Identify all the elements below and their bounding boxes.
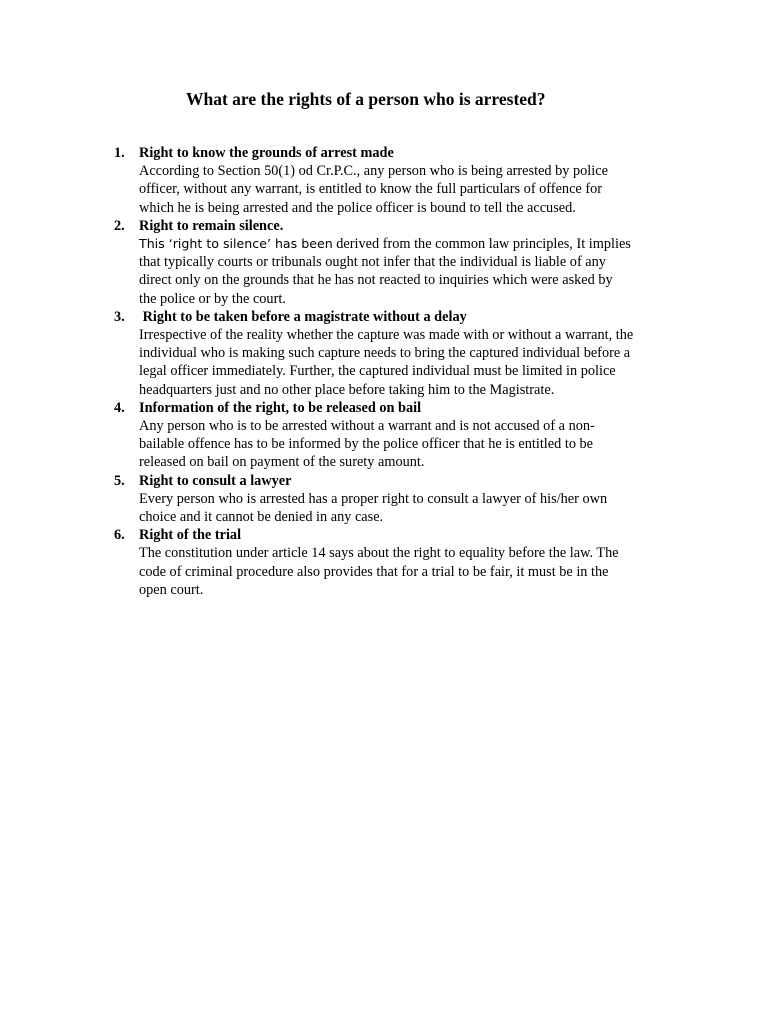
list-item-right-to-magistrate: [0, 308, 768, 399]
paragraph-line: code of criminal procedure also provides that for a trial to be fair, it must be in the: [139, 563, 609, 580]
list-item-body: [139, 472, 739, 527]
list-item-body: [139, 526, 739, 599]
list-item-heading: Right of the trial: [139, 527, 242, 544]
list-item-heading: Right to remain silence.: [139, 217, 284, 234]
paragraph-line: bailable offence has to be informed by the police officer that he is entitled to be: [139, 436, 594, 453]
list-item-heading: Right to consult a lawyer: [139, 472, 292, 489]
paragraph-line: choice and it cannot be denied in any case.: [139, 509, 384, 526]
list-item-number: 5.: [114, 472, 125, 489]
list-item-body: [139, 399, 739, 472]
paragraph-line: the police or by the court.: [139, 290, 286, 307]
paragraph-line: Irrespective of the reality whether the capture was made with or without a warrant, the: [139, 327, 634, 344]
paragraph-line: [139, 235, 739, 253]
paragraph-line: released on bail on payment of the surety amount.: [139, 454, 425, 471]
list-item-number: 4.: [114, 399, 125, 416]
paragraph-line: The constitution under article 14 says about the right to equality before the law. The: [139, 545, 619, 562]
list-item-body: [139, 308, 739, 399]
list-item-number: 1.: [114, 145, 125, 161]
paragraph-line: that typically courts or tribunals ought not infer that the individual is liable of any: [139, 254, 606, 271]
paragraph-line-prefix: This ‘right to silence’ has been: [139, 236, 333, 252]
paragraph-line: officer, without any warrant, is entitled to know the full particulars of offence for: [139, 181, 603, 198]
paragraph-line: headquarters just and no other place before taking him to the Magistrate.: [139, 381, 555, 398]
list-item-body: [139, 144, 739, 217]
page-title: What are the rights of a person who is arrested?: [186, 89, 546, 109]
list-item-right-to-lawyer: [0, 472, 768, 527]
list-item-heading: Information of the right, to be released on bail: [139, 399, 422, 416]
list-item-right-to-bail: [0, 399, 768, 472]
paragraph-line: legal officer immediately. Further, the captured individual must be limited in police: [139, 363, 616, 380]
list-item-body: [139, 217, 739, 308]
paragraph-line-rest: derived from the common law principles, It implies: [332, 236, 631, 253]
list-item-heading: Right to know the grounds of arrest made: [139, 145, 394, 161]
paragraph-line: which he is being arrested and the police officer is bound to tell the accused.: [139, 199, 576, 216]
rights-list: [0, 144, 768, 599]
list-item-right-to-silence: [0, 217, 768, 308]
list-item-number: 6.: [114, 527, 125, 544]
list-item-heading: Right to be taken before a magistrate without a delay: [139, 308, 467, 325]
list-item-number: 3.: [114, 308, 125, 325]
list-item-right-to-know-grounds: [0, 144, 768, 217]
list-item-right-of-trial: [0, 526, 768, 599]
list-item-number: 2.: [114, 217, 125, 234]
paragraph-line: direct only on the grounds that he has not reacted to inquiries which were asked by: [139, 272, 613, 289]
paragraph-line: open court.: [139, 581, 204, 598]
paragraph-line: individual who is making such capture needs to bring the captured individual before a: [139, 345, 631, 362]
paragraph-line: According to Section 50(1) od Cr.P.C., any person who is being arrested by police: [139, 163, 608, 180]
paragraph-line: Any person who is to be arrested without a warrant and is not accused of a non-: [139, 418, 595, 435]
paragraph-line: Every person who is arrested has a proper right to consult a lawyer of his/her own: [139, 490, 608, 507]
